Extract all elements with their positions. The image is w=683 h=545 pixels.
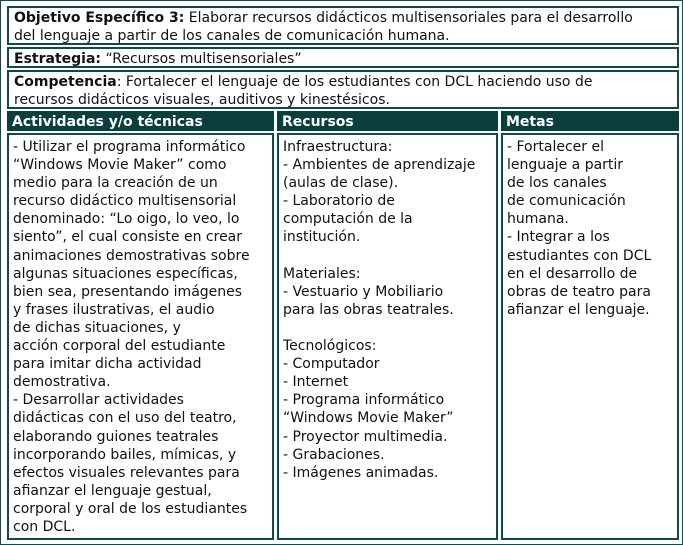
recursos-line: - Vestuario y Mobiliario — [283, 283, 444, 300]
actividades-line: algunas situaciones específicas, — [13, 265, 238, 282]
metas-line: en el desarrollo de — [507, 265, 638, 282]
recursos-line: Tecnológicos: — [283, 338, 377, 355]
objetivo-text-2: del lenguaje a partir de los canales de comunicación humana. — [14, 28, 450, 44]
actividades-line: recurso didáctico multisensorial — [13, 193, 237, 210]
actividades-line: didácticas con el uso del teatro, — [13, 410, 237, 427]
metas-column — [501, 133, 679, 540]
recursos-line: - Computador — [283, 356, 380, 373]
recursos-line: (aulas de clase). — [283, 175, 399, 192]
actividades-line: animaciones demostrativas sobre — [13, 247, 250, 264]
recursos-line: - Laboratorio de — [283, 193, 395, 210]
competencia-text-1: : Fortalecer el lenguaje de los estudiantes con DCL haciendo uso de — [116, 74, 593, 90]
actividades-line: “Windows Movie Maker” como — [13, 157, 227, 174]
actividades-line: demostrativa. — [13, 374, 111, 391]
recursos-line: - Internet — [283, 374, 349, 391]
recursos-line: institución. — [283, 229, 361, 246]
recursos-line: - Proyector multimedia. — [283, 428, 448, 445]
actividades-column — [7, 133, 274, 540]
recursos-line: Materiales: — [283, 265, 361, 282]
competencia-row — [7, 70, 679, 109]
actividades-line: - Utilizar el programa informático — [13, 139, 246, 155]
recursos-line: computación de la — [283, 211, 413, 228]
metas-line: afianzar el lenguaje. — [507, 301, 650, 318]
metas-line: lenguaje a partir — [507, 157, 624, 174]
actividades-line: - Desarrollar actividades — [13, 392, 184, 409]
header-metas: Metas — [501, 111, 679, 131]
objetivo-row — [7, 6, 679, 45]
recursos-line: - Ambientes de aprendizaje — [283, 157, 476, 174]
recursos-line: para las obras teatrales. — [283, 301, 454, 318]
actividades-line: de dichas situaciones, y — [13, 319, 181, 336]
actividades-line: acción corporal del estudiante — [13, 338, 226, 355]
actividades-line: con DCL. — [13, 518, 76, 535]
metas-line: humana. — [507, 211, 569, 228]
estrategia-text: “Recursos multisensoriales” — [101, 51, 302, 67]
actividades-line: siento”, el cual consiste en crear — [13, 229, 243, 246]
actividades-line: medio para la creación de un — [13, 175, 218, 192]
competencia-text-2: recursos didácticos visuales, auditivos y kinestésicos. — [14, 92, 390, 108]
actividades-line: efectos visuales relevantes para — [13, 464, 240, 481]
actividades-line: denominado: “Lo oigo, lo veo, lo — [13, 211, 240, 228]
metas-line: obras de teatro para — [507, 283, 651, 300]
header-recursos: Recursos — [277, 111, 498, 131]
competencia-label: Competencia — [14, 74, 117, 90]
actividades-line: para imitar dicha actividad — [13, 356, 202, 373]
objetivo-text-1: Elaborar recursos didácticos multisensoriales para el desarrollo — [184, 10, 633, 26]
recursos-line — [283, 319, 492, 337]
recursos-column — [277, 133, 498, 540]
actividades-line: corporal y oral de los estudiantes — [13, 500, 248, 517]
recursos-line: - Programa informático — [283, 392, 445, 409]
metas-line: - Fortalecer el — [507, 139, 604, 155]
metas-line: de los canales — [507, 175, 607, 192]
recursos-line — [283, 247, 492, 265]
metas-line: - Integrar a los — [507, 229, 610, 246]
objetivo-label: Objetivo Específico 3: — [14, 10, 185, 26]
recursos-line: Infraestructura: — [283, 139, 393, 155]
header-actividades: Actividades y/o técnicas — [7, 111, 274, 131]
metas-line: estudiantes con DCL — [507, 247, 652, 264]
actividades-line: incorporando bailes, mímicas, y — [13, 446, 237, 463]
estrategia-row — [7, 47, 679, 68]
metas-line: de comunicación — [507, 193, 626, 210]
recursos-line: - Imágenes animadas. — [283, 464, 439, 481]
recursos-line: “Windows Movie Maker” — [283, 410, 454, 427]
estrategia-label: Estrategia: — [14, 51, 101, 67]
actividades-line: bien sea, presentando imágenes — [13, 283, 243, 300]
actividades-line: y frases ilustrativas, el audio — [13, 301, 215, 318]
actividades-line: afianzar el lenguaje gestual, — [13, 482, 212, 499]
recursos-line: - Grabaciones. — [283, 446, 385, 463]
actividades-line: elaborando guiones teatrales — [13, 428, 219, 445]
